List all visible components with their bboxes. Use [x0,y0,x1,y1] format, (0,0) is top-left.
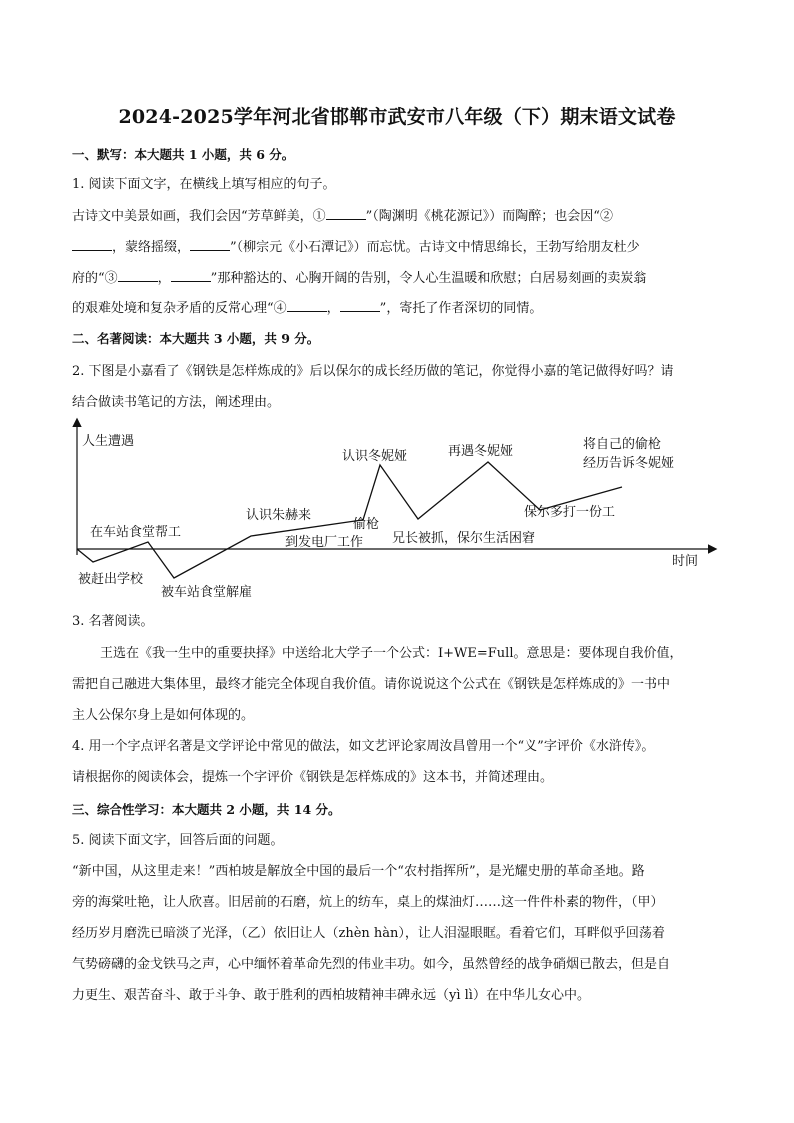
event-label: 在车站食堂帮工 [90,525,182,540]
event-label: 保尔多打一份工 [524,505,616,520]
q1-text: 的艰难处境和复杂矛盾的反常心理“④ [72,301,287,316]
question-3-line-1: 王选在《我一生中的重要抉择》中送给北大学子一个公式：I+WE=Full。意思是：要体现自我价值， [100,646,683,661]
event-label: 认识朱赫来 [246,508,312,523]
question-1-line-3 [72,268,722,289]
question-4-line-1: 4. 用一个字点评名著是文学评论中常见的做法，如文艺评论家周汝昌曾用一个“义”字评价《水浒传》。 [72,739,655,754]
q1-text: 古诗文中美景如画，我们会因“芳草鲜美，① [72,209,326,224]
question-5-passage-line-4: 气势磅礴的金戈铁马之声，心中缅怀着革命先烈的伟业丰功。如今，虽然曾经的战争硝烟已散去，但是自 [72,957,671,972]
q1-text: ”，寄托了作者深切的同情。 [379,301,543,316]
question-1-line-4 [72,298,722,319]
event-label: 到发电厂工作 [285,535,364,550]
event-label: 认识冬妮娅 [342,449,408,464]
event-label: 偷枪 [353,517,380,532]
answer-blank-2a[interactable] [72,237,112,251]
section-heading-3: 三、综合性学习：本大题共 2 小题，共 14 分。 [72,802,341,817]
q1-text: ”那种豁达的、心胸开阔的告别，令人心生温暖和欣慰；白居易刻画的卖炭翁 [210,271,647,286]
question-5-passage-line-2: 旁的海棠吐艳，让人欣喜。旧居前的石磨，炕上的纺车，桌上的煤油灯……这一件件朴素的物件，（甲） [72,895,664,910]
exam-title: 2024-2025学年河北省邯郸市武安市八年级（下）期末语文试卷 [118,106,676,128]
question-3-line-2: 需把自己融进大集体里，最终才能完全体现自我价值。请你说说这个公式在《钢铁是怎样炼成的》一书中 [72,677,671,692]
question-3-line-3: 主人公保尔身上是如何体现的。 [72,708,255,723]
event-label-line-2: 经历告诉冬妮娅 [583,456,675,471]
question-4-line-2: 请根据你的阅读体会，提炼一个字评价《钢铁是怎样炼成的》这本书，并简述理由。 [72,770,554,785]
question-3-stem: 3. 名著阅读。 [72,614,154,629]
q1-text: ， [157,271,171,286]
question-5-stem: 5. 阅读下面文字，回答后面的问题。 [72,833,284,848]
section-heading-1: 一、默写：本大题共 1 小题，共 6 分。 [72,147,295,162]
event-label: 再遇冬妮娅 [448,444,514,459]
question-1-line-1 [72,206,722,227]
q1-text: 府的“③ [72,271,118,286]
answer-blank-1[interactable] [326,206,366,220]
answer-blank-4b[interactable] [340,298,380,312]
q1-text: ”（陶渊明《桃花源记》）而陶醉；也会因“② [365,209,613,224]
answer-blank-3b[interactable] [171,268,211,282]
event-label: 将自己的偷枪 [583,437,662,452]
answer-blank-4a[interactable] [287,298,327,312]
event-label: 被赶出学校 [78,572,144,587]
q1-text: ， [326,301,340,316]
question-1-line-2 [72,237,722,258]
y-axis-label: 人生遭遇 [82,434,135,449]
question-5-passage-line-1: “新中国，从这里走来！”西柏坡是解放全中国的最后一个“农村指挥所”，是光耀史册的革命圣地。路 [72,864,645,879]
event-label: 兄长被抓，保尔生活困窘 [392,531,536,546]
question-2-line-1: 2. 下图是小嘉看了《钢铁是怎样炼成的》后以保尔的成长经历做的笔记，你觉得小嘉的笔记做得好吗？请 [72,364,674,379]
section-heading-2: 二、名著阅读：本大题共 3 小题，共 9 分。 [72,331,320,346]
life-line [77,462,622,578]
event-label: 被车站食堂解雇 [161,585,253,600]
question-5-passage-line-5: 力更生、艰苦奋斗、敢于斗争、敢于胜利的西柏坡精神丰碑永远（yì lì）在中华儿女心中。 [72,988,590,1003]
q1-text: ，蒙络摇缀， [112,240,191,255]
life-experience-chart [60,415,730,610]
answer-blank-2b[interactable] [190,237,230,251]
question-1-stem: 1. 阅读下面文字，在横线上填写相应的句子。 [72,177,336,192]
x-axis-label: 时间 [672,554,699,569]
question-5-passage-line-3: 经历岁月磨洗已暗淡了光泽，（乙）依旧让人（zhèn hàn），让人泪湿眼眶。看着它们，耳畔似乎回荡着 [72,926,665,941]
question-2-line-2: 结合做读书笔记的方法，阐述理由。 [72,395,281,410]
q1-text: ”（柳宗元《小石潭记》）而忘忧。古诗文中情思绵长，王勃写给朋友杜少 [230,240,640,255]
answer-blank-3a[interactable] [118,268,158,282]
